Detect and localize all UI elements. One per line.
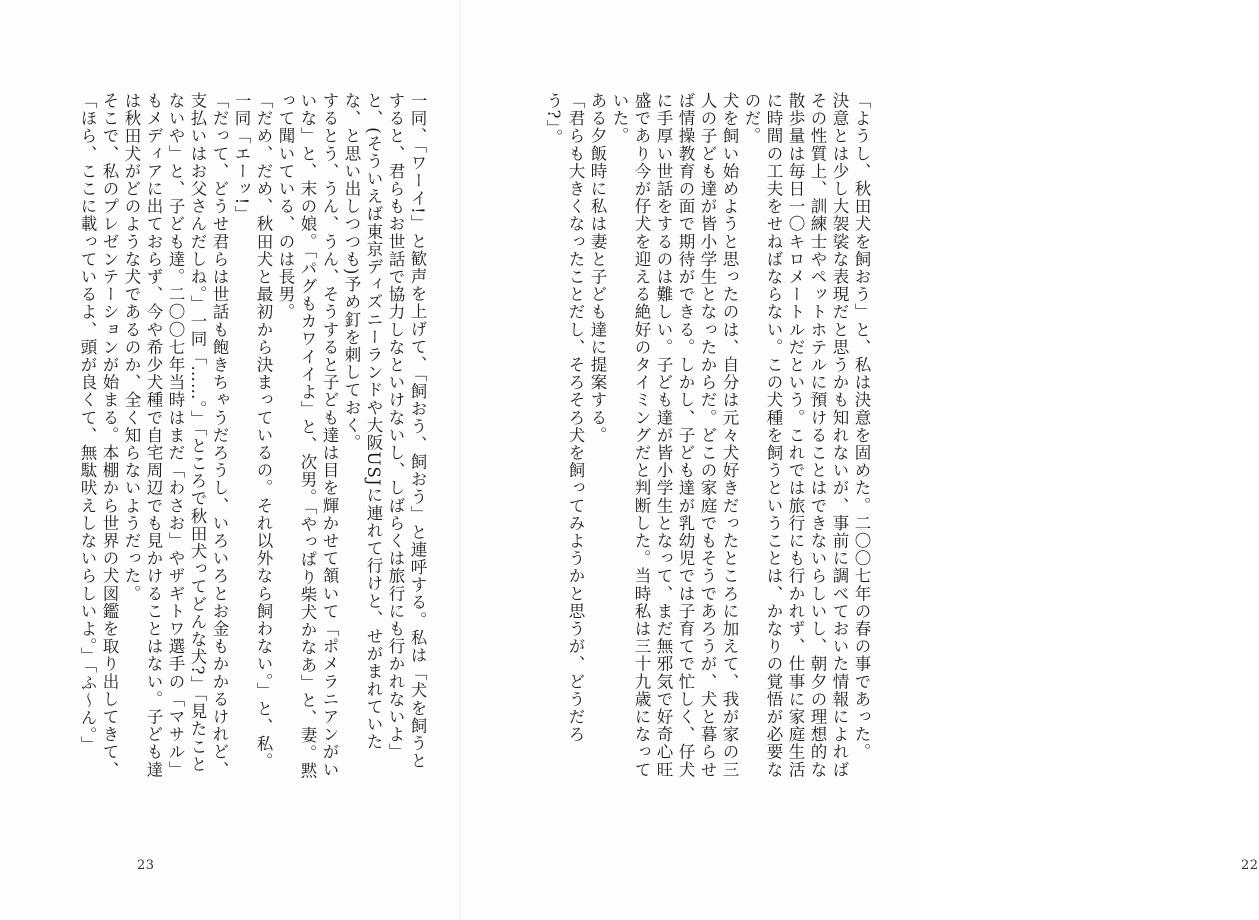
page-number-right: 22 [1241, 858, 1259, 873]
right-page [460, 0, 1259, 920]
right-page-text [542, 92, 872, 782]
paragraph: 犬を飼い始めようと思ったのは、自分は元々犬好きだったところに加えて、我が家の三人の子ども達が皆小学生となったからだ。どこの家庭でもそうであろうが、犬と暮らせば情操教育の面で期待ができる。しかし、子ども達が乳幼児では子育てで忙しく、仔犬に手厚い世話をするのは難しい。子ども達が皆小学生となって、まだ無邪気で好奇心旺盛であり今が仔犬を迎える絶好のタイミングだと判断した。当時私は三十九歳になっていた。 [610, 92, 739, 779]
paragraph: 「だめ、だめ、秋田犬と最初から決まっているの。それ以外なら飼わない。」と、私。一同「エーッ!」 [232, 92, 273, 771]
left-page [0, 0, 460, 920]
paragraph: 「ようし、秋田犬を飼おう」と、私は決意を固めた。二〇〇七年の春の事であった。 [852, 92, 871, 761]
left-page-text [76, 92, 428, 782]
paragraph: ある夕飯時に私は妻と子ども達に提案する。 [588, 92, 607, 444]
paragraph: するとう、うん、うん、そうすると子ども達は目を輝かせて頷いて「ポメラニアンがいいな」と、末の娘。「パグもカワイイよ」と、次男。「やっぱり柴犬かなあ」と、妻。黙って聞いている、のは長男。 [276, 92, 339, 780]
paragraph: 「だって、どうせ君らは世話も飽きちゃうだろうし、いろいろとお金もかかるけれど、支払いはお父さんだしね。」一同「……。」「ところで秋田犬ってどんな犬?」「見たことないや」と、子ども達。二〇〇七年当時はまだ「わさお」やザギトワ選手の「マサル」もメディアに出ておらず、今や希少犬種で自宅周辺でも見かけることはない。子ども達は秋田犬がどのような犬であるのか、全く知らないようだった。 [122, 92, 229, 779]
paragraph: 決意とは少し大袈裟な表現だと思うかも知れないが、事前に調べておいた情報によればその性質上、訓練士やペットホテルに預けることはできないらしいし、朝夕の理想的な散歩量は毎日一〇キロメートルだという。これでは旅行にも行かれず、仕事に家庭生活に時間の工夫をせねばならない。この犬種を飼うということは、かなりの覚悟が必要なのだ。 [742, 92, 849, 779]
paragraph: 「君らも大きくなったことだし、そろそろ犬を飼ってみようかと思うが、どうだろう?」。 [544, 92, 585, 744]
paragraph: そこで、私のプレゼンテーションが始まる。本棚から世界の犬図鑑を取り出してきて、「ほら、ここに載っているよ、頭が良くて、無駄吠えしないらしいよ。」「ふ〜ん。」 [78, 92, 119, 779]
paragraph: 一同、「ワーイ!」と歓声を上げて、「飼おう、飼おう」と連呼する。私は「犬を飼うとすると、君らもお世話で協力しなといけないし、しばらくは旅行にも行かれないよ」と、(そういえば東京ディズニーランドや大阪USJに連れて行けと、せがまれていたな、と思い出しつつも)予め釘を刺しておく。 [342, 92, 427, 770]
page-number-left: 23 [137, 858, 155, 873]
